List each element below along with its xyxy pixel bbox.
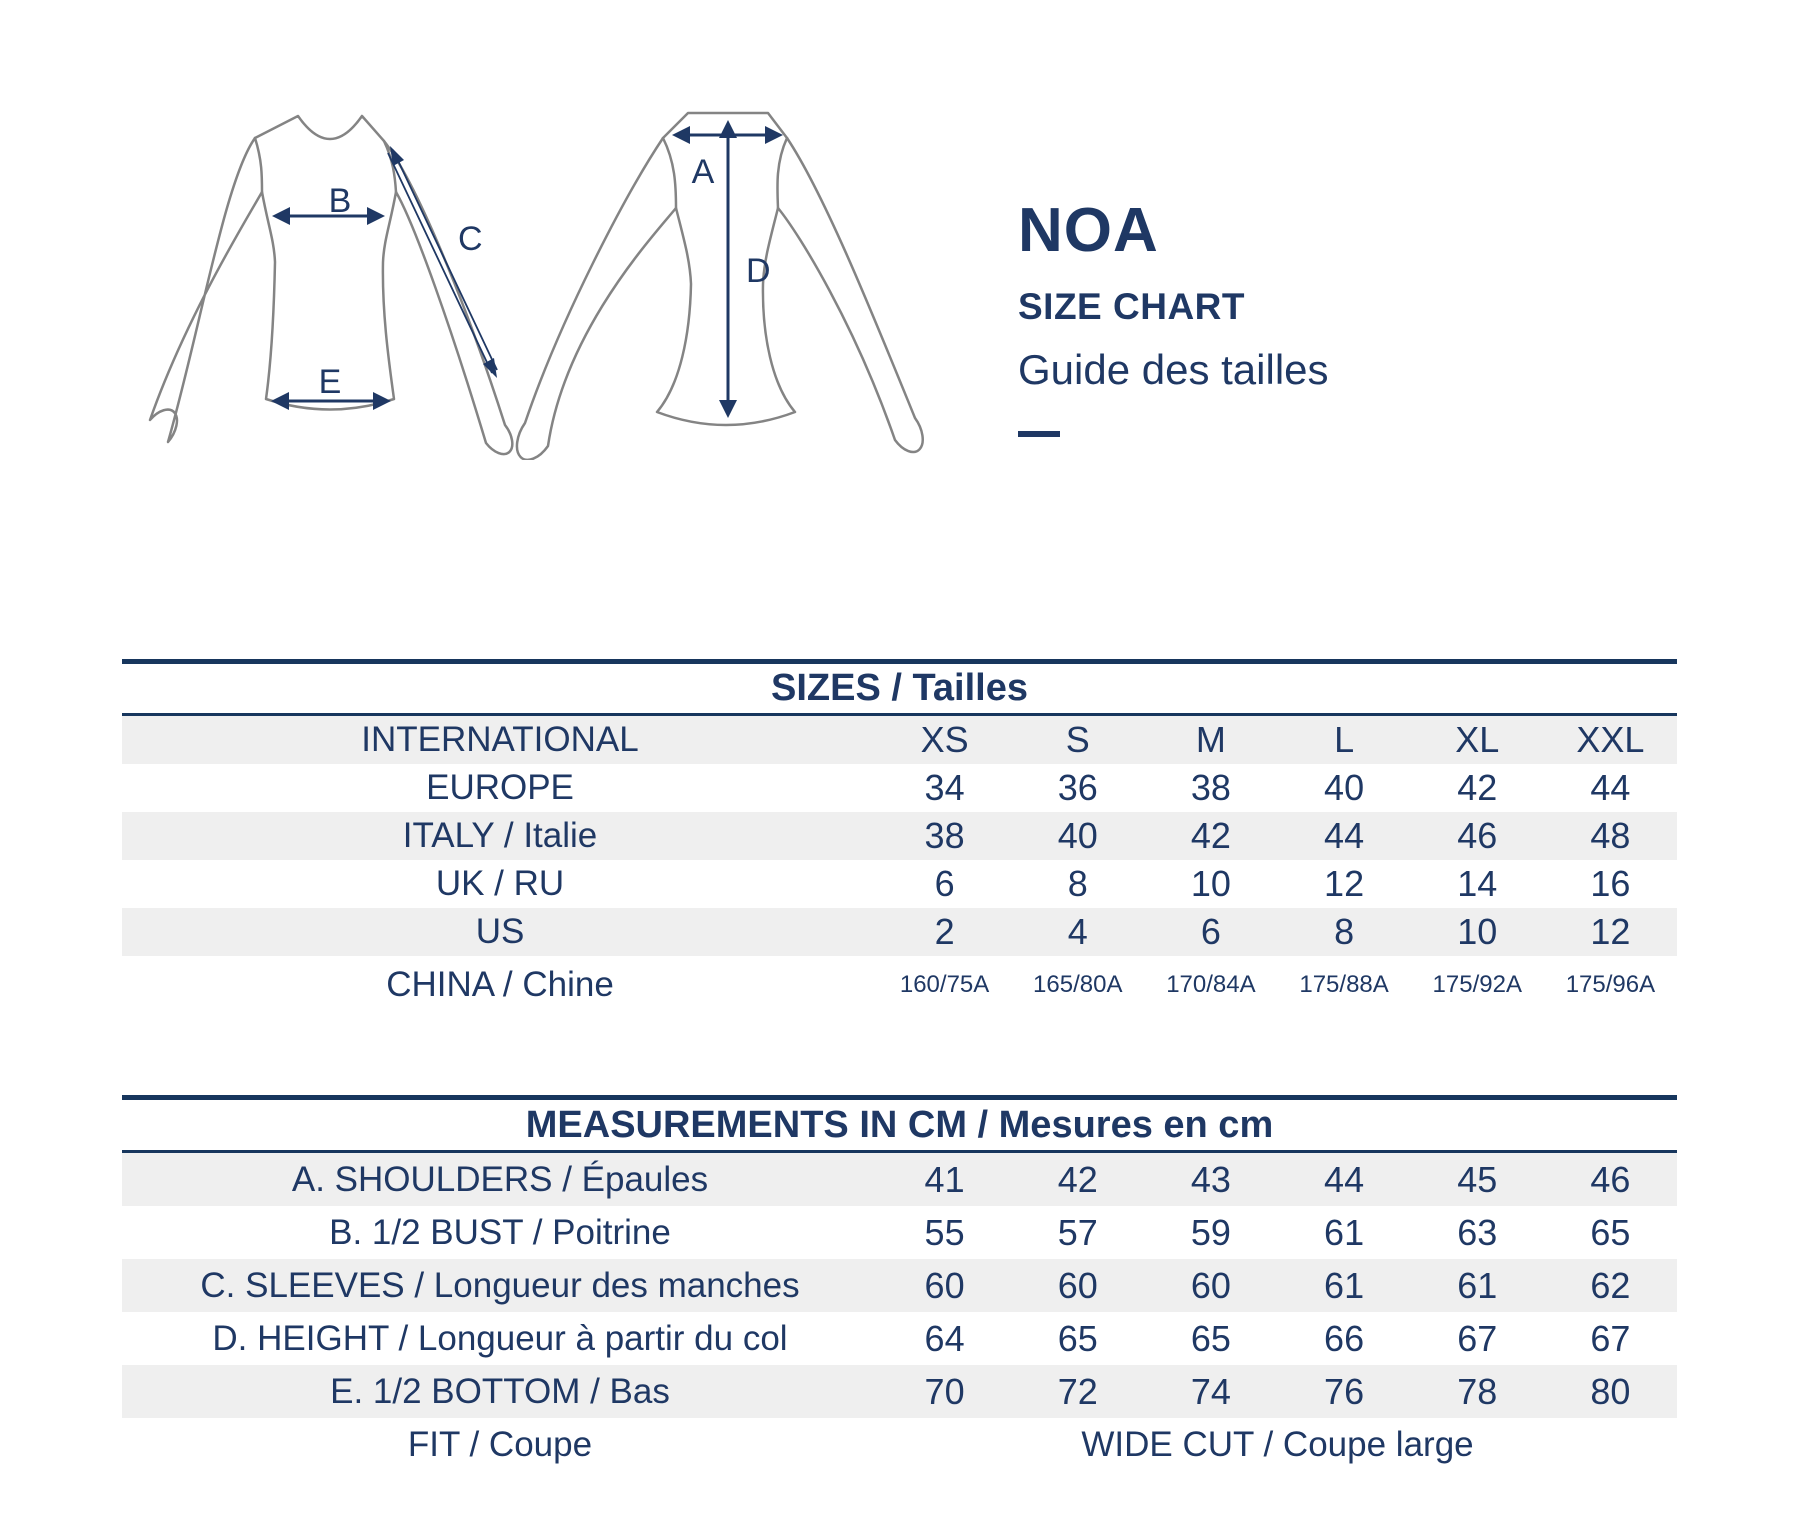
cell-value: 41 (924, 1158, 965, 1200)
divider-dash (1018, 431, 1060, 437)
table-row (122, 1312, 1677, 1365)
row-label: A. SHOULDERS / Épaules (291, 1159, 709, 1199)
cell-value: 12 (1590, 911, 1631, 952)
row-label: CHINA / Chine (386, 965, 614, 1004)
garment-front-outline (150, 116, 512, 454)
cell-value: XL (1455, 719, 1500, 760)
row-label: ITALY / Italie (402, 816, 598, 855)
cell-value: 60 (924, 1264, 965, 1306)
cell-value: XXL (1576, 719, 1645, 760)
table-row (122, 1153, 1677, 1206)
cell-value: 4 (1067, 911, 1088, 952)
row-label: EUROPE (426, 768, 574, 807)
row-span-value: WIDE CUT / Coupe large (1081, 1424, 1474, 1464)
garment-back-outline (517, 113, 923, 460)
label-B: B (328, 182, 352, 220)
cell-value: 45 (1457, 1158, 1498, 1200)
table-row (122, 1365, 1677, 1418)
cell-value: 67 (1457, 1317, 1498, 1359)
row-label: INTERNATIONAL (361, 720, 639, 759)
cell-value: 61 (1324, 1264, 1365, 1306)
cell-value: S (1065, 719, 1090, 760)
cell-value: 59 (1190, 1211, 1231, 1253)
row-label: FIT / Coupe (407, 1424, 593, 1464)
table-row (122, 860, 1677, 908)
label-D: D (746, 252, 771, 290)
cell-value: 6 (1200, 911, 1221, 952)
cell-value: 38 (1190, 767, 1231, 808)
label-C: C (458, 220, 483, 258)
cell-value: 72 (1057, 1370, 1098, 1412)
cell-value: 36 (1057, 767, 1098, 808)
sizes-table-rows (122, 716, 1677, 1014)
row-label: D. HEIGHT / Longueur à partir du col (212, 1318, 788, 1358)
label-A: A (691, 153, 715, 191)
cell-value: 170/84A (1166, 971, 1256, 998)
cell-value: 10 (1190, 863, 1231, 904)
cell-value: 175/88A (1299, 971, 1389, 998)
sizes-table-header: SIZES / Tailles (122, 659, 1677, 716)
row-label: C. SLEEVES / Longueur des manches (200, 1265, 800, 1305)
table-row (122, 812, 1677, 860)
cell-value: 38 (924, 815, 965, 856)
cell-value: 60 (1190, 1264, 1231, 1306)
cell-value: 74 (1190, 1370, 1231, 1412)
cell-value: 40 (1324, 767, 1365, 808)
label-E: E (318, 363, 342, 401)
table-row (122, 956, 1677, 1014)
cell-value: 43 (1190, 1158, 1231, 1200)
cell-value: 66 (1324, 1317, 1365, 1359)
sizes-table (122, 659, 1677, 1014)
cell-value: 16 (1590, 863, 1631, 904)
cell-value: 65 (1057, 1317, 1098, 1359)
title-block (1018, 196, 1329, 437)
cell-value: 34 (924, 767, 965, 808)
row-label: UK / RU (435, 864, 565, 903)
cell-value: 10 (1457, 911, 1498, 952)
measurements-table-rows (122, 1153, 1677, 1471)
table-row (122, 764, 1677, 812)
cell-value: 46 (1457, 815, 1498, 856)
cell-value: 40 (1057, 815, 1098, 856)
size-chart-heading: SIZE CHART (1018, 286, 1245, 327)
cell-value: 44 (1590, 767, 1631, 808)
table-row (122, 1206, 1677, 1259)
row-label: B. 1/2 BUST / Poitrine (329, 1212, 671, 1252)
cell-value: 65 (1190, 1317, 1231, 1359)
cell-value: 165/80A (1033, 971, 1123, 998)
cell-value: 2 (934, 911, 955, 952)
cell-value: 65 (1590, 1211, 1631, 1253)
cell-value: 55 (924, 1211, 965, 1253)
cell-value: L (1334, 719, 1355, 760)
cell-value: 8 (1334, 911, 1355, 952)
garment-measurement-diagram (0, 0, 940, 460)
cell-value: 44 (1324, 815, 1365, 856)
cell-value: 76 (1324, 1370, 1365, 1412)
cell-value: 160/75A (899, 971, 990, 998)
table-row (122, 1259, 1677, 1312)
cell-value: 42 (1057, 1158, 1098, 1200)
cell-value: XS (920, 719, 969, 760)
product-name: NOA (1018, 196, 1159, 265)
measurements-table-header: MEASUREMENTS IN CM / Mesures en cm (122, 1095, 1677, 1153)
table-row (122, 1418, 1677, 1471)
table-row (122, 908, 1677, 956)
cell-value: M (1195, 719, 1226, 760)
cell-value: 80 (1590, 1370, 1631, 1412)
cell-value: 61 (1457, 1264, 1498, 1306)
cell-value: 63 (1457, 1211, 1498, 1253)
cell-value: 42 (1457, 767, 1498, 808)
table-row (122, 716, 1677, 764)
cell-value: 14 (1457, 863, 1498, 904)
cell-value: 64 (924, 1317, 965, 1359)
cell-value: 175/96A (1565, 971, 1656, 998)
cell-value: 78 (1457, 1370, 1498, 1412)
cell-value: 46 (1590, 1158, 1631, 1200)
cell-value: 67 (1590, 1317, 1631, 1359)
cell-value: 70 (924, 1370, 965, 1412)
measurements-table (122, 1095, 1677, 1471)
cell-value: 175/92A (1432, 971, 1522, 998)
row-label: E. 1/2 BOTTOM / Bas (330, 1371, 670, 1411)
cell-value: 61 (1324, 1211, 1365, 1253)
row-label: US (475, 912, 525, 951)
size-chart-heading-fr: Guide des tailles (1018, 346, 1329, 393)
cell-value: 44 (1324, 1158, 1365, 1200)
cell-value: 57 (1057, 1211, 1098, 1253)
cell-value: 42 (1190, 815, 1231, 856)
cell-value: 62 (1590, 1264, 1631, 1306)
cell-value: 48 (1590, 815, 1631, 856)
cell-value: 12 (1324, 863, 1365, 904)
cell-value: 8 (1067, 863, 1088, 904)
cell-value: 60 (1057, 1264, 1098, 1306)
cell-value: 6 (934, 863, 955, 904)
